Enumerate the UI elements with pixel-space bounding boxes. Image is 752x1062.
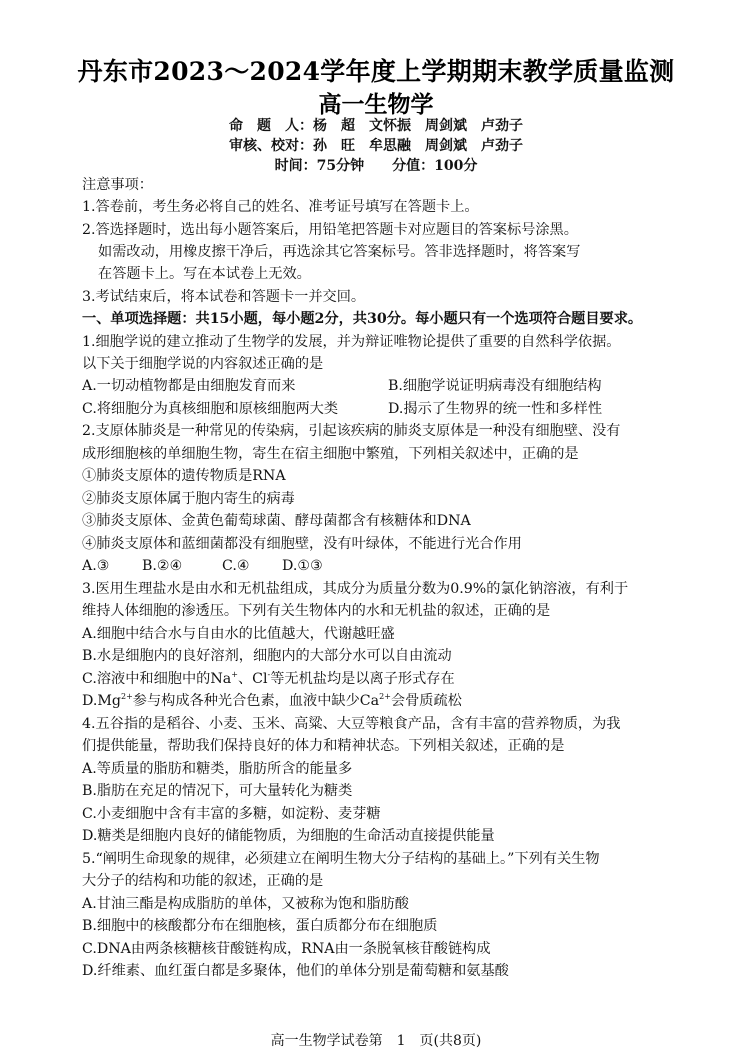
q3-c-pre: C.溶液中和细胞中的Na — [82, 671, 232, 687]
note-2c: 在答题卡上。写在本试卷上无效。 — [98, 266, 311, 282]
q4-stem-1: 4.五谷指的是稻谷、小麦、玉米、高粱、大豆等粮食产品，含有丰富的营养物质，为我 — [82, 716, 621, 732]
q2-option-c: C.④ — [222, 558, 250, 574]
q3-option-b: B.水是细胞内的良好溶剂，细胞内的大部分水可以自由流动 — [82, 648, 452, 664]
q5-option-b: B.细胞中的核酸都分布在细胞核，蛋白质都分布在细胞质 — [82, 918, 438, 934]
q3-d-sup-1: 2+ — [121, 692, 133, 701]
q5-option-a: A.甘油三酯是构成脂肪的单体，又被称为饱和脂肪酸 — [82, 896, 409, 912]
q3-d-pre: D.Mg — [82, 693, 121, 709]
q3-d-sup-2: 2+ — [379, 692, 391, 701]
q3-stem-2: 维持人体细胞的渗透压。下列有关生物体内的水和无机盐的叙述，正确的是 — [82, 603, 551, 619]
q5-stem-1: 5.“阐明生命现象的规律，必须建立在阐明生物大分子结构的基础上。”下列有关生物 — [82, 851, 600, 867]
reviewers-line: 审核、校对：孙 旺 牟思融 周剑斌 卢劲子 — [229, 138, 523, 154]
q5-stem-2: 大分子的结构和功能的叙述，正确的是 — [82, 873, 324, 889]
q3-stem-1: 3.医用生理盐水是由水和无机盐组成，其成分为质量分数为0.9%的氯化钠溶液，有利于 — [82, 581, 629, 597]
time-score-line: 时间：75分钟 分值：100分 — [274, 158, 478, 174]
q2-stem-1: 2.支原体肺炎是一种常见的传染病，引起该疾病的肺炎支原体是一种没有细胞壁、没有 — [82, 423, 621, 439]
q2-option-a: A.③ — [82, 558, 110, 574]
q3-option-a: A.细胞中结合水与自由水的比值越大，代谢越旺盛 — [82, 626, 395, 642]
q2-statement-1: ①肺炎支原体的遗传物质是RNA — [82, 468, 286, 484]
q1-option-d: D.揭示了生物界的统一性和多样性 — [388, 401, 603, 417]
q3-c-mid: 、Cl — [237, 671, 268, 687]
q3-option-c — [82, 669, 455, 689]
q2-stem-2: 成形细胞核的单细胞生物，寄生在宿主细胞中繁殖，下列相关叙述中，正确的是 — [82, 446, 579, 462]
q1-stem-1: 1.细胞学说的建立推动了生物学的发展，并为辩证唯物论提供了重要的自然科学依据。 — [82, 334, 621, 350]
q4-option-b: B.脂肪在充足的情况下，可大量转化为糖类 — [82, 783, 353, 799]
note-2a: 2.答选择题时，选出每小题答案后，用铅笔把答题卡对应题目的答案标号涂黑。 — [82, 222, 578, 238]
section-heading: 一、单项选择题：共15小题，每小题2分，共30分。每小题只有一个选项符合题目要求。 — [82, 311, 643, 327]
q3-c-post: 等无机盐均是以离子形式存在 — [270, 671, 455, 687]
q5-option-d: D.纤维素、血红蛋白都是多聚体，他们的单体分别是葡萄糖和氨基酸 — [82, 963, 509, 979]
q2-option-d: D.①③ — [282, 558, 323, 574]
note-3: 3.考试结束后，将本试卷和答题卡一并交回。 — [82, 289, 366, 305]
q2-option-b: B.②④ — [142, 558, 183, 574]
notes-heading: 注意事项： — [82, 177, 153, 193]
q1-stem-2: 以下关于细胞学说的内容叙述正确的是 — [82, 356, 324, 372]
authors-line: 命 题 人：杨 超 文怀振 周剑斌 卢劲子 — [229, 118, 523, 134]
q2-statement-3: ③肺炎支原体、金黄色葡萄球菌、酵母菌都含有核糖体和DNA — [82, 513, 471, 529]
exam-title: 丹东市2023～2024学年度上学期期末教学质量监测 — [77, 57, 675, 86]
q3-c-sup-1: + — [231, 670, 238, 679]
q4-stem-2: 们提供能量，帮助我们保持良好的体力和精神状态。下列相关叙述，正确的是 — [82, 738, 565, 754]
q3-d-post: 会骨质疏松 — [390, 693, 462, 709]
q4-option-d: D.糖类是细胞内良好的储能物质，为细胞的生命活动直接提供能量 — [82, 828, 495, 844]
q1-option-a: A.一切动植物都是由细胞发育而来 — [82, 378, 296, 394]
q4-option-c: C.小麦细胞中含有丰富的多糖，如淀粉、麦芽糖 — [82, 806, 381, 822]
q2-statement-2: ②肺炎支原体属于胞内寄生的病毒 — [82, 491, 295, 507]
q3-d-mid: 参与构成各种光合色素，血液中缺少Ca — [132, 693, 380, 709]
q1-option-c: C.将细胞分为真核细胞和原核细胞两大类 — [82, 401, 339, 417]
exam-subject: 高一生物学 — [318, 91, 434, 118]
q3-c-sup-2: - — [267, 670, 271, 679]
q2-statement-4: ④肺炎支原体和蓝细菌都没有细胞壁，没有叶绿体，不能进行光合作用 — [82, 536, 522, 552]
note-2b: 如需改动，用橡皮擦干净后，再选涂其它答案标号。答非选择题时，将答案写 — [98, 244, 581, 260]
q1-option-b: B.细胞学说证明病毒没有细胞结构 — [388, 378, 602, 394]
q5-option-c: C.DNA由两条核糖核苷酸链构成，RNA由一条脱氧核苷酸链构成 — [82, 941, 491, 957]
q4-option-a: A.等质量的脂肪和糖类，脂肪所含的能量多 — [82, 761, 353, 777]
q3-option-d — [82, 691, 462, 711]
page-footer: 高一生物学试卷第 1 页(共8页) — [270, 1033, 482, 1049]
note-1: 1.答卷前，考生务必将自己的姓名、准考证号填写在答题卡上。 — [82, 199, 479, 215]
